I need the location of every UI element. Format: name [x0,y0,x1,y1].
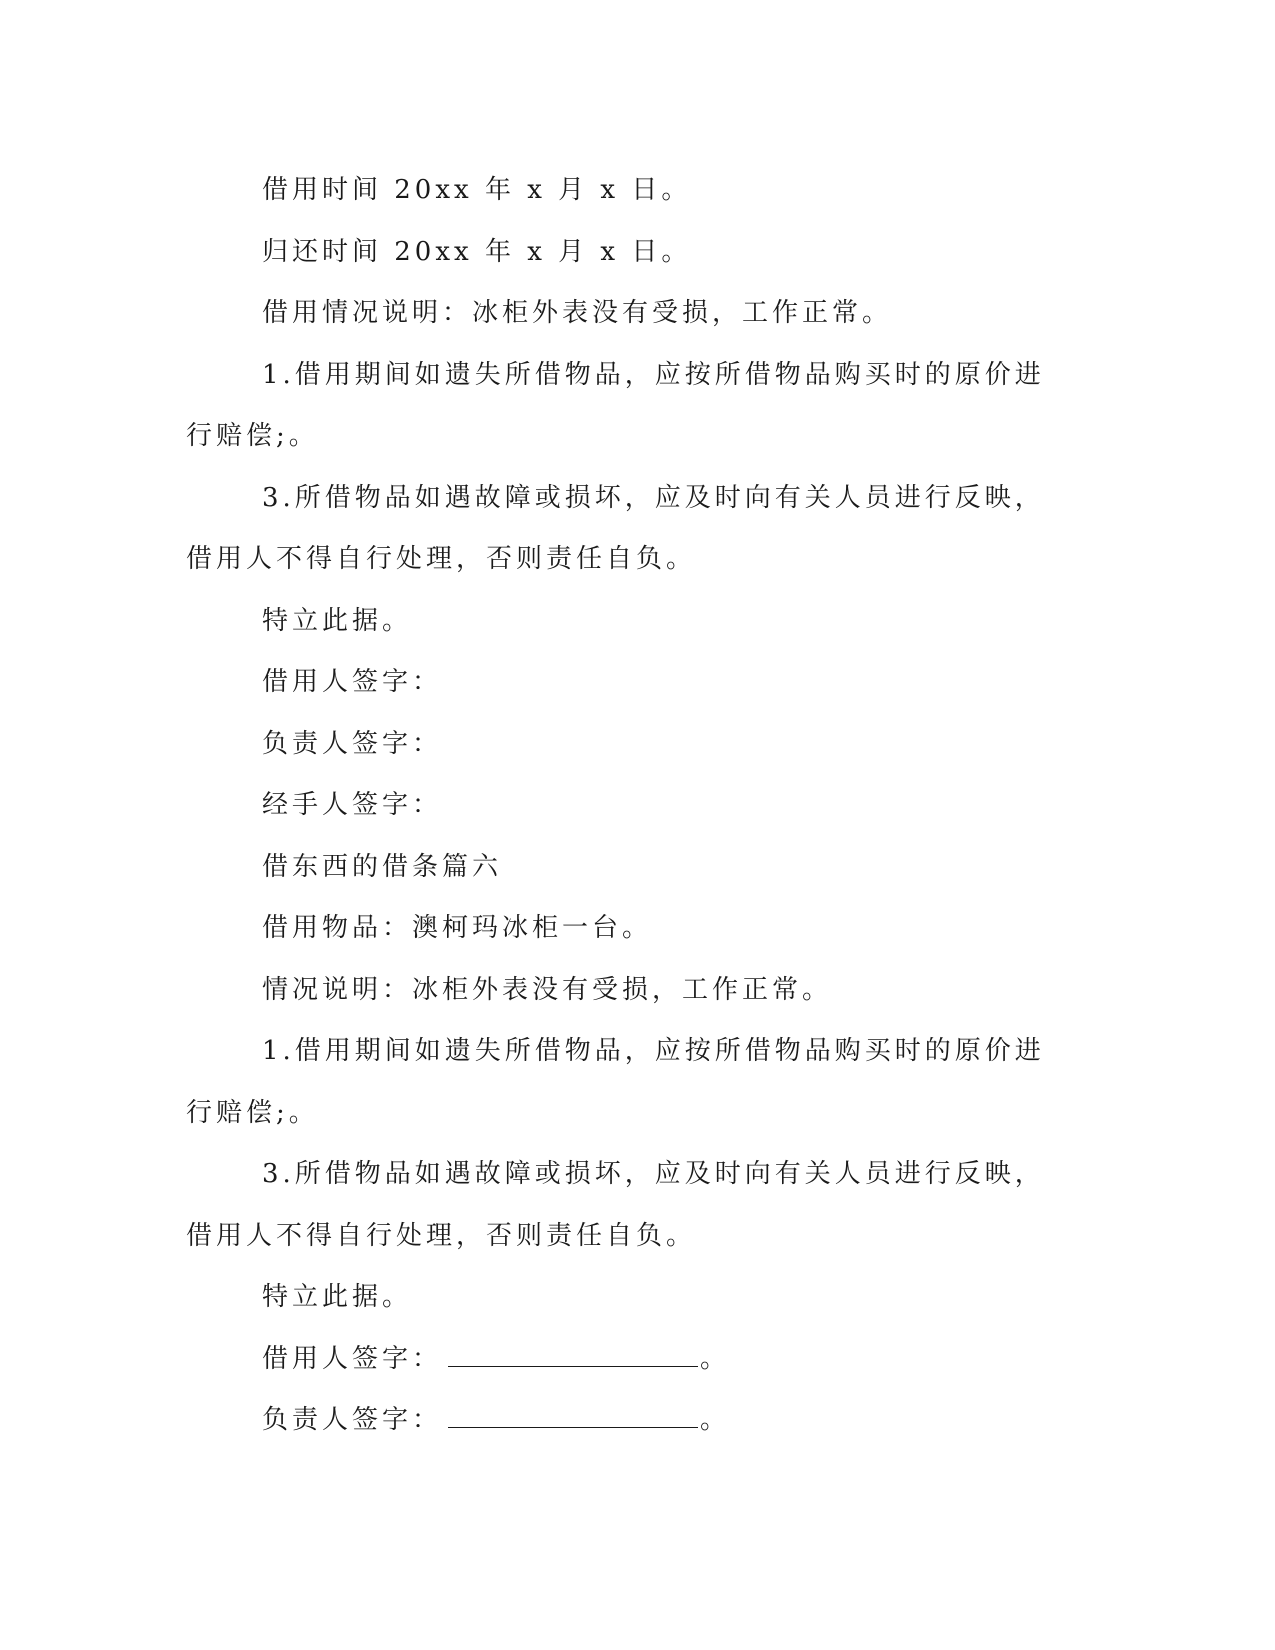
paragraph-return-time: 归还时间 20xx 年 x 月 x 日。 [262,236,692,267]
paragraph-manager-signature: 负责人签字： [262,728,443,759]
paragraph-borrow-time: 借用时间 20xx 年 x 月 x 日。 [262,175,692,205]
paragraph-condition: 情况说明：冰柜外表没有受损，工作正常。 [262,974,833,1005]
section-heading: 借东西的借条篇六 [262,851,503,882]
document-body [186,160,1074,1452]
paragraph-handler-signature: 经手人签字： [262,790,443,820]
signature-label: 负责人签字： [262,1405,443,1435]
signature-suffix: 。 [700,1343,731,1374]
signature-line-manager [186,1390,1074,1452]
signature-blank [448,1338,698,1367]
paragraph-borrower-signature: 借用人签字： [262,667,443,697]
signature-line-borrower [186,1329,1074,1391]
paragraph-hereby-second: 特立此据。 [262,1282,413,1312]
signature-blank [448,1399,698,1428]
paragraph-rule-1-second: 1.借用期间如遗失所借物品，应按所借物品购买时的原价进行赔偿;。 [186,1036,1045,1128]
paragraph-rule-1: 1.借用期间如遗失所借物品，应按所借物品购买时的原价进行赔偿;。 [186,359,1045,451]
paragraph-borrowed-item: 借用物品：澳柯玛冰柜一台。 [262,913,653,943]
paragraph-borrow-condition: 借用情况说明：冰柜外表没有受损，工作正常。 [262,298,893,328]
signature-label: 借用人签字： [262,1343,443,1374]
paragraph-hereby: 特立此据。 [262,605,413,636]
paragraph-rule-3-second: 3.所借物品如遇故障或损坏，应及时向有关人员进行反映，借用人不得自行处理，否则责任自负。 [186,1159,1045,1251]
signature-suffix: 。 [700,1405,731,1435]
paragraph-rule-3: 3.所借物品如遇故障或损坏，应及时向有关人员进行反映，借用人不得自行处理，否则责任自负。 [186,482,1045,574]
